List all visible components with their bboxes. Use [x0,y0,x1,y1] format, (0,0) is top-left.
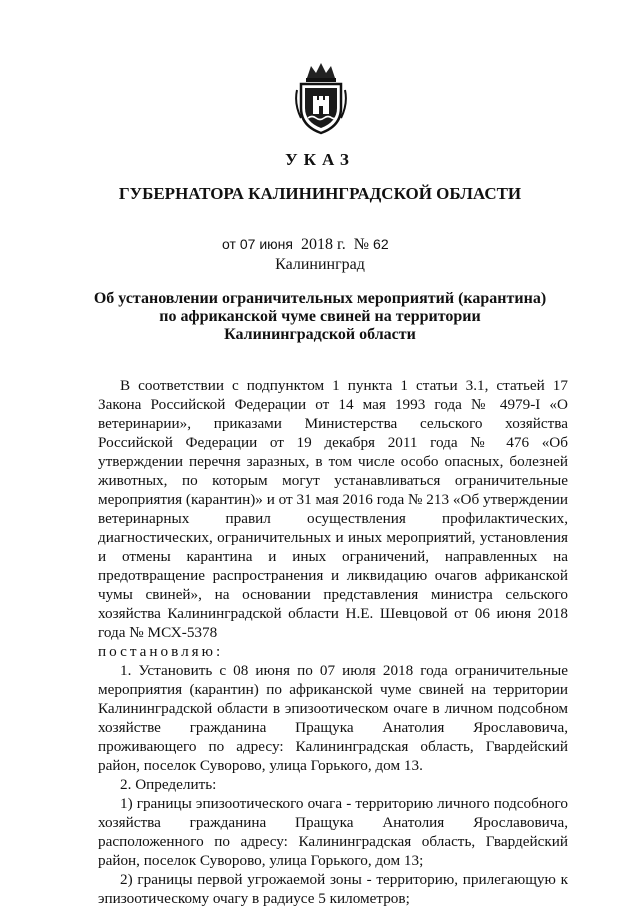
decree-body [98,376,568,908]
item-2-1: 1) границы эпизоотического очага - территорию личного подсобного хозяйства гражданина Пращука Анатолия Ярославовича, расположенного по адресу: Калининградская область, Гвардейский район, поселок Суворово, улица Горького, дом 13; [98,795,568,869]
item-2-2: 2) границы первой угрожаемой зоны - территорию, прилегающую к эпизоотическому очагу в радиусе 5 километров; [98,871,568,907]
item-1: 1. Установить с 08 июня по 07 июля 2018 года ограничительные мероприятия (карантин) по африканской чуме свиней на территории Калининградской области в эпизоотическом очаге в личном подсобном хозяйстве гражданина Пращука Анатолия Ярославовича, проживающего по адресу: Калининградская область, Гвардейский район, поселок Суворово, улица Горького, дом 13. [98,662,568,774]
item-2: 2. Определить: [120,776,217,793]
title-line-2: по африканской чуме свиней на территории [159,308,481,325]
issuer-title: ГУБЕРНАТОРА КАЛИНИНГРАДСКОЙ ОБЛАСТИ [118,184,522,203]
date-year: 2018 г. [301,236,346,253]
title-line-3: Калининградской области [224,326,416,343]
date-line [222,236,389,254]
document-type: УКАЗ [285,150,355,169]
city: Калининград [275,256,365,273]
coat-of-arms-icon [293,60,349,136]
number-label: № [353,236,370,253]
decree-title [0,290,640,344]
date-prefix: от [222,236,236,252]
title-line-1: Об установлении ограничительных мероприятий (карантина) [93,290,547,307]
preamble-paragraph: В соответствии с подпунктом 1 пункта 1 статьи 3.1, статьей 17 Закона Российской Федерации от 14 мая 1993 года № 4979-I «О ветеринарии», приказами Министерства сельского хозяйства Российской Федерации от 19 декабря 2011 года № 476 «Об утверждении перечня заразных, в том числе особо опасных, болезней животных, по которым могут устанавливаться ограничительные мероприятия (карантин)» и от 31 мая 2016 года № 213 «Об утверждении ветеринарных правил осуществления профилактических, диагностических, ограничительных и иных мероприятий, установления и отмены карантина и иных ограничений, направленных на предотвращение распространения и ликвидацию очагов африканской чумы свиней», на основании представления министра сельского хозяйства Калининградской области Н.Е. Шевцовой от 06 июня 2018 года № МСХ-5378 [98,377,568,641]
date-day-month: 07 июня [239,236,293,252]
decree-word: постановляю: [98,643,224,660]
decree-number: 62 [373,236,389,252]
